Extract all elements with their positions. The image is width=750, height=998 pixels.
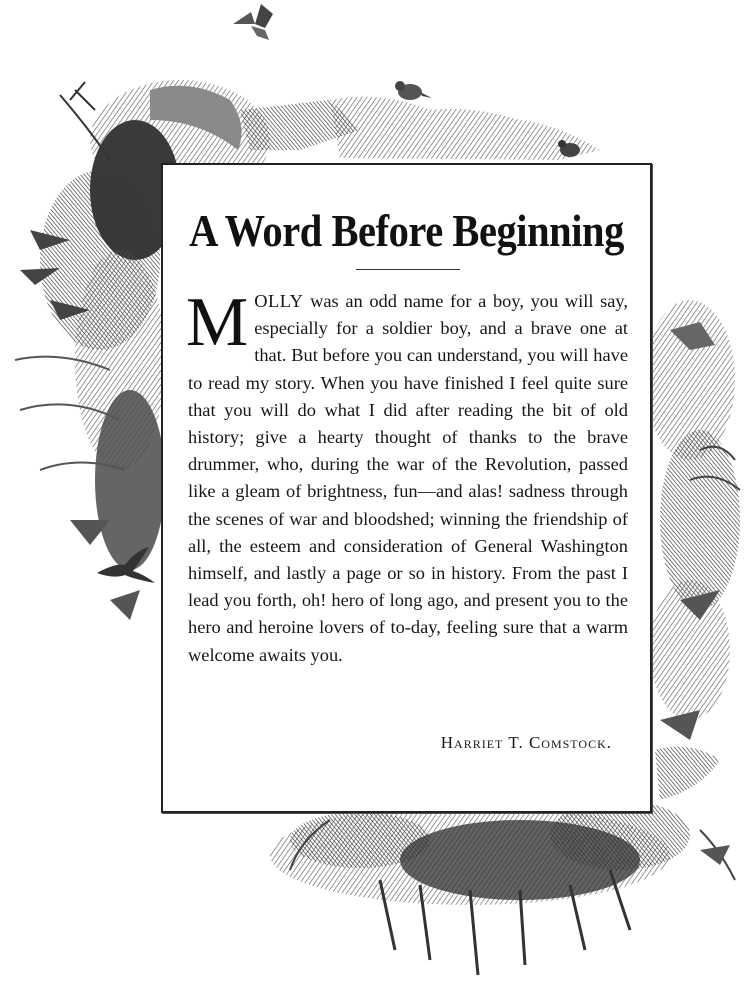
lead-word: OLLY xyxy=(254,291,304,311)
bird-top-icon xyxy=(395,81,432,100)
title-divider xyxy=(356,269,460,270)
author-signature: Harriet T. Comstock. xyxy=(440,733,612,752)
bottom-fern-foliage xyxy=(270,800,735,975)
right-foliage xyxy=(645,300,740,800)
butterfly-icon xyxy=(233,4,273,40)
text-panel xyxy=(161,163,652,813)
intro-paragraph xyxy=(186,284,628,669)
paragraph-body: was an odd name for a boy, you will say, especially for a soldier boy, and a brave one at that. But before you can understand, you will have to read my story. When you have finished I feel quite sure that you will do what I did after reading the bit of old history; give a hearty thought of thanks to the brave drummer, who, during the war of the Revolution, passed like a gleam of brightness, fun—and alas! sadness through the scenes of war and bloodshed; winning the friendship of all, the esteem and consideration of General Washington himself, and lastly a page or so in history. From the past I lead you forth, oh! hero of long ago, and present you to the hero and heroine lovers of to-day, feeling sure that a warm welcome awaits you. xyxy=(188,291,628,665)
drop-cap: M xyxy=(186,284,249,361)
page-title: A Word Before Beginning xyxy=(189,206,624,256)
